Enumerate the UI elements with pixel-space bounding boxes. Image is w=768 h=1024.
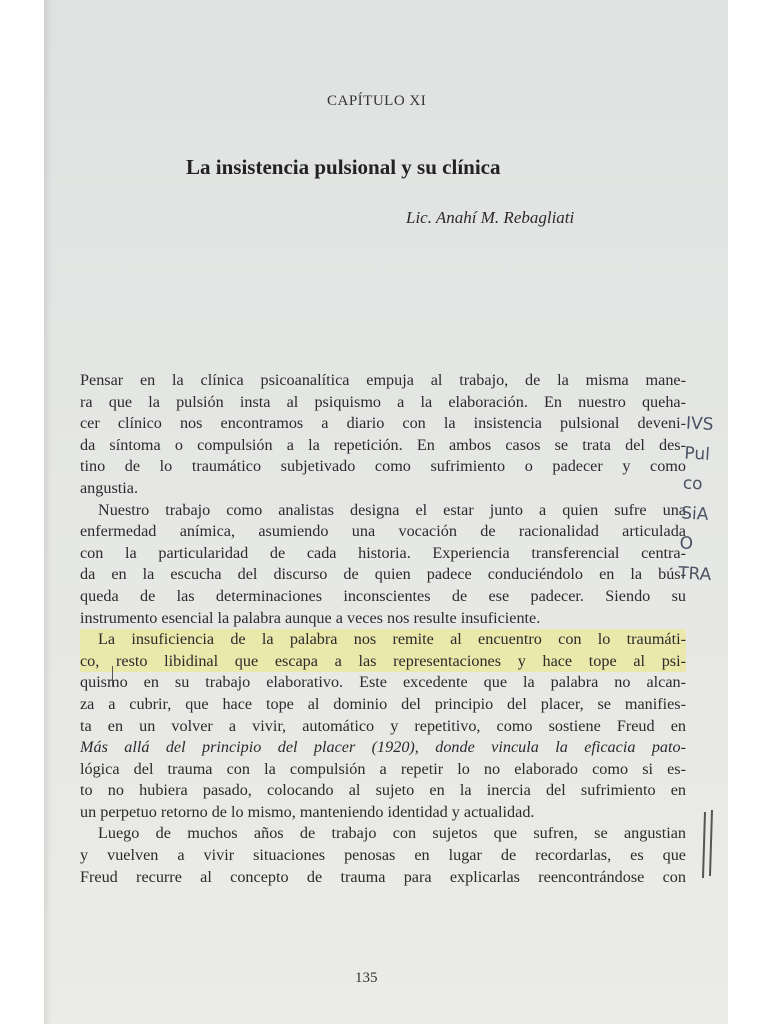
text-line: Más allá del principio del placer (1920), donde vincula la eficacia pato- [80,738,686,757]
text-line: un perpetuo retorno de lo mismo, manteniendo identidad y actualidad. [80,802,535,821]
handwritten-margin-notes [677,409,746,592]
body-text [80,370,686,888]
page-number: 135 [355,970,378,986]
text-line: queda de las determinaciones inconscientes de ese padecer. Siendo su [80,586,686,605]
text-line: Nuestro trabajo como analistas designa el estar junto a quien sufre una [98,500,686,519]
text-line-highlighted: La insuficiencia de la palabra nos remite al encuentro con lo traumáti- [80,629,686,651]
text-line: instrumento esencial la palabra aunque a veces nos resulte insuficiente. [80,608,541,627]
text-line: Pensar en la clínica psicoanalítica empuja al trabajo, de la misma mane- [80,371,686,389]
text-line: da en la escucha del discurso de quien padece conduciéndolo en la bús- [80,565,686,584]
text-line: Freud recurre al concepto de trauma para explicarlas reencontrándose con [80,867,686,886]
text-line: tino de lo traumático subjetivado como sufrimiento o padecer y como [80,457,686,476]
text-line: enfermedad anímica, asumiendo una vocación de racionalidad articulada [80,522,686,541]
pen-bracket-mark [112,666,119,686]
text-line: y vuelven a vivir situaciones penosas en lugar de recordarlas, es que [80,846,686,865]
text-line: lógica del trauma con la compulsión a repetir lo no elaborado como si es- [80,759,686,778]
chapter-title: La insistencia pulsional y su clínica [186,155,501,179]
margin-note: TRA [677,563,712,586]
text-line: angustia. [80,478,138,497]
margin-note: IVS [685,413,714,435]
margin-note: Pul [683,443,711,465]
pen-double-bar-mark [700,810,716,880]
text-line: con la particularidad de cada historia. Experiencia transferencial centra- [80,543,686,562]
book-page [44,0,728,1024]
text-line: quismo en su trabajo elaborativo. Este excedente que la palabra no alcan- [80,673,686,692]
text-line: Luego de muchos años de trabajo con sujetos que sufren, se angustian [98,824,686,843]
page-gutter-shadow [44,0,52,1024]
text-line: ra que la pulsión insta al psiquismo a la elaboración. En nuestro queha- [80,392,686,411]
text-line: da síntoma o compulsión a la repetición. En ambos casos se trata del des- [80,435,686,454]
margin-note: SiA [680,503,709,525]
text-line: to no hubiera pasado, colocando al sujeto en la inercia del sufrimiento en [80,781,686,800]
text-line: cer clínico nos encontramos a diario con la insistencia pulsional deveni- [80,414,686,433]
text-line: ta en un volver a vivir, automático y repetitivo, como sostiene Freud en [80,716,686,735]
text-line: za a cubrir, que hace tope al dominio del principio del placer, se manifies- [80,694,686,713]
margin-note: co [682,473,704,495]
margin-note: O [679,533,694,555]
text-line-highlighted: co, resto libidinal que escapa a las representaciones y hace tope al psi- [80,651,686,673]
author-name: Lic. Anahí M. Rebagliati [406,208,575,227]
chapter-label: CAPÍTULO XI [327,93,427,109]
